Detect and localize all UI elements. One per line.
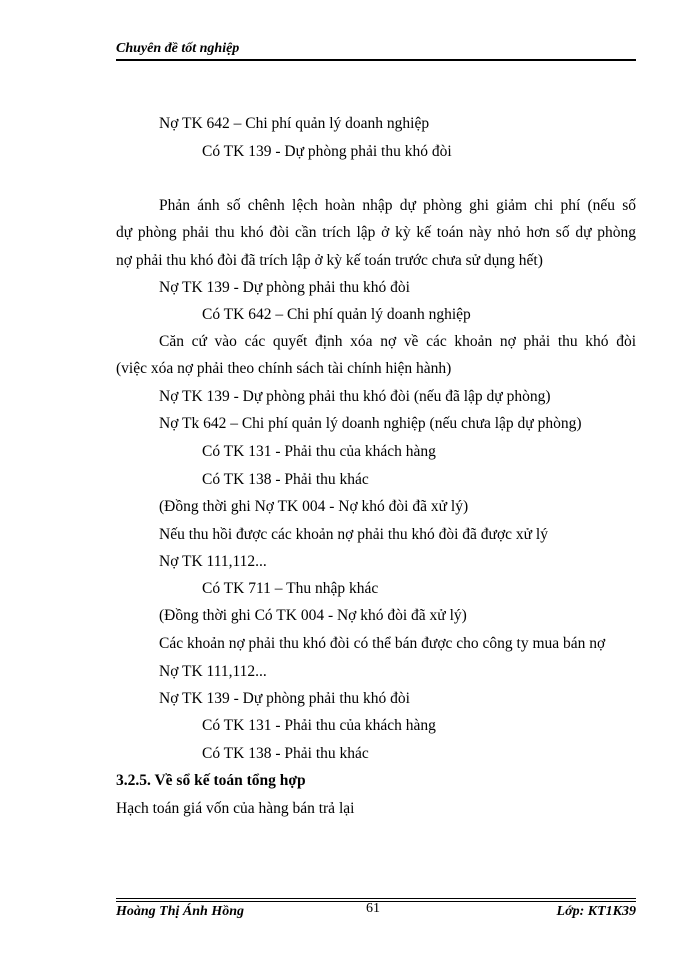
text-line: Có TK 138 - Phải thu khác [202,745,369,762]
text-line: Có TK 138 - Phải thu khác [202,471,369,488]
text-line: Nợ TK 139 - Dự phòng phải thu khó đòi [159,690,410,707]
section-heading: 3.2.5. Về sổ kế toán tổng hợp [116,772,306,789]
text-line: Phản ánh số chênh lệch hoàn nhập dự phòng ghi giảm chi phí (nếu số [159,197,636,214]
text-line: Có TK 711 – Thu nhập khác [202,580,379,597]
page-number: 61 [366,901,380,916]
text-line: (Đồng thời ghi Nợ TK 004 - Nợ khó đòi đã xử lý) [159,498,469,515]
text-line: Nợ TK 111,112... [159,553,267,570]
text-line: Hạch toán giá vốn của hàng bán trả lại [116,800,355,817]
text-line: Các khoản nợ phải thu khó đòi có thể bán được cho công ty mua bán nợ [159,635,606,652]
text-line: Nếu thu hồi được các khoản nợ phải thu khó đòi đã được xử lý [159,526,548,543]
text-line: dự phòng phải thu khó đòi cần trích lập ở kỳ kế toán này nhỏ hơn số dự phòng [116,224,636,241]
text-line: Có TK 642 – Chi phí quản lý doanh nghiệp [202,306,471,323]
text-line: Nợ TK 111,112... [159,663,267,680]
text-line: Nợ Tk 642 – Chi phí quản lý doanh nghiệp (nếu chưa lập dự phòng) [159,415,582,432]
text-line: Căn cứ vào các quyết định xóa nợ về các khoản nợ phải thu khó đòi [159,333,636,350]
text-line: Có TK 131 - Phải thu của khách hàng [202,717,436,734]
text-line: (Đồng thời ghi Có TK 004 - Nợ khó đòi đã xử lý) [159,607,467,624]
footer-class: Lớp: KT1K39 [556,904,636,919]
header-rule [116,59,636,61]
text-line: Nợ TK 139 - Dự phòng phải thu khó đòi [159,279,410,296]
text-line: nợ phải thu khó đòi đã trích lập ở kỳ kế toán trước chưa sử dụng hết) [116,252,543,269]
text-line: Nợ TK 642 – Chi phí quản lý doanh nghiệp [159,115,430,132]
text-line: (việc xóa nợ phải theo chính sách tài chính hiện hành) [116,360,452,377]
text-line: Có TK 139 - Dự phòng phải thu khó đòi [202,143,452,160]
text-line: Có TK 131 - Phải thu của khách hàng [202,443,436,460]
header-title: Chuyên đề tốt nghiệp [116,41,240,56]
text-line: Nợ TK 139 - Dự phòng phải thu khó đòi (nếu đã lập dự phòng) [159,388,551,405]
footer-rule [116,898,636,899]
footer-author: Hoàng Thị Ánh Hồng [116,904,244,919]
